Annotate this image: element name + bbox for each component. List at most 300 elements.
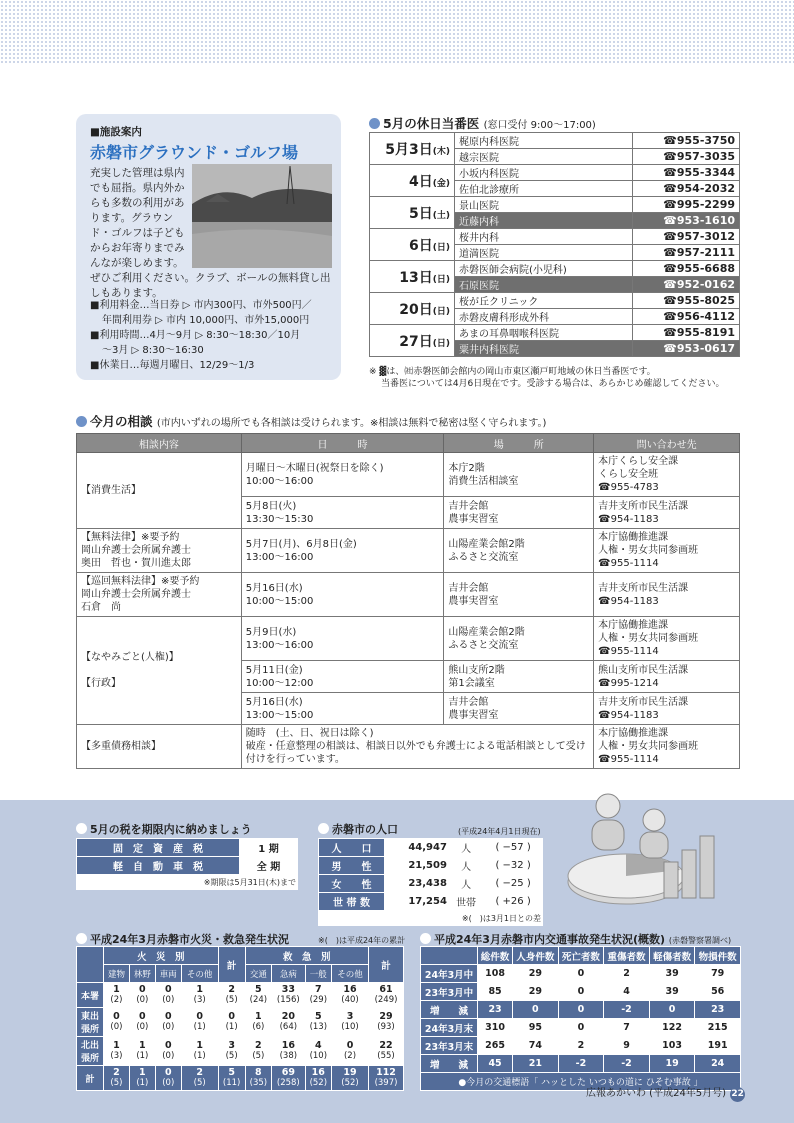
traffic-row-label: 増 減: [421, 1055, 478, 1073]
fire-cell: [245, 1037, 271, 1066]
tax-heading: [76, 821, 252, 837]
clinic-phone: ☎953-0617: [633, 341, 740, 357]
clinic-name: 粟井内科医院: [455, 341, 633, 357]
traffic-cell: 79: [695, 965, 741, 983]
traffic-cell: 23: [478, 1001, 513, 1019]
consult-contact: 吉井支所市民生活課 ☎954-1183: [594, 573, 740, 617]
clinic-name: 赤磐医師会病院(小児科): [455, 261, 633, 277]
consult-header-place: 場 所: [444, 434, 594, 453]
tax-item: 固 定 資 産 税: [77, 839, 240, 857]
clinic-phone: ☎955-8191: [633, 325, 740, 341]
fire-cell: [218, 1066, 245, 1091]
holiday-weekday: (日): [432, 338, 450, 349]
traffic-cell: 0: [513, 1001, 559, 1019]
fire-cell: [369, 1008, 404, 1037]
fire-row-label: 計: [77, 1066, 104, 1091]
fire-cell-cumulative: (397): [374, 1078, 398, 1088]
traffic-cell: 0: [558, 1019, 604, 1037]
clinic-name: 佐伯北診療所: [455, 181, 633, 197]
fire-cell-count: 4: [314, 1040, 322, 1051]
fire-cell-cumulative: (6): [252, 1022, 265, 1032]
fire-cell: [104, 1066, 130, 1091]
clinic-name: 近藤内科: [455, 213, 633, 229]
holiday-subtitle: (窓口受付 9:00〜17:00): [483, 120, 596, 131]
fire-title: 平成24年3月赤磐市火災・救急発生状況: [90, 933, 289, 946]
fire-cell-count: 0: [113, 1011, 120, 1022]
traffic-cell: 0: [558, 965, 604, 983]
traffic-cell: 310: [478, 1019, 513, 1037]
fire-cell-count: 0: [164, 1011, 172, 1022]
fire-cell-cumulative: (13): [309, 1022, 328, 1032]
fire-cell-cumulative: (24): [249, 995, 268, 1005]
clinic-phone: ☎953-1610: [633, 213, 740, 229]
clinic-name: 桜井内科: [455, 229, 633, 245]
traffic-column-header: 死亡者数: [558, 947, 604, 965]
consult-contact: 本庁くらし安全課 くらし安全班 ☎955-4783: [594, 453, 740, 497]
consult-place: 吉井会館 農事実習室: [444, 573, 594, 617]
fire-total-header: 計: [218, 947, 245, 983]
consult-date: 5月11日(金) 10:00〜12:00: [241, 661, 444, 693]
clinic-name: 赤磐皮膚科形成外科: [455, 309, 633, 325]
fire-cell: [305, 1037, 331, 1066]
traffic-row: [421, 1037, 741, 1055]
consult-place: 本庁2階 消費生活相談室: [444, 453, 594, 497]
population-unit: 人: [448, 857, 483, 875]
consult-type: 【無料法律】※要予約 岡山弁護士会所属弁護士 奥田 哲也・賀川進太郎: [77, 529, 242, 573]
consult-date: 5月16日(水) 13:00〜15:00: [241, 693, 444, 725]
traffic-cell: 122: [649, 1019, 695, 1037]
fire-cell-count: 1: [139, 1040, 146, 1051]
clinic-name: あまの耳鼻咽喉科医院: [455, 325, 633, 341]
fire-column-header: 急病: [272, 965, 305, 983]
consult-date: 5月7日(月)、6月8日(金) 13:00〜16:00: [241, 529, 444, 573]
holiday-row: [370, 293, 740, 309]
fire-cell-count: 16: [281, 1040, 295, 1051]
traffic-cell: 24: [695, 1055, 741, 1073]
fire-cell-cumulative: (5): [252, 1051, 265, 1061]
fire-cell: [245, 1066, 271, 1091]
bullet-dot-icon: [76, 416, 87, 427]
clinic-phone: ☎954-2032: [633, 181, 740, 197]
fire-cell-cumulative: (1): [136, 1051, 149, 1061]
fire-cell: [272, 1066, 305, 1091]
traffic-cell: 7: [604, 1019, 650, 1037]
fire-row-label: 東出張所: [77, 1008, 104, 1037]
traffic-cell: 39: [649, 965, 695, 983]
traffic-row: [421, 1055, 741, 1073]
fire-cell-count: 2: [228, 984, 235, 995]
holiday-date: 4日(金): [370, 165, 455, 197]
clinic-phone: ☎955-3344: [633, 165, 740, 181]
population-date: (平成24年4月1日現在): [458, 827, 541, 836]
fire-cell-cumulative: (156): [276, 995, 300, 1005]
consult-header-date: 日 時: [241, 434, 444, 453]
population-unit: 人: [448, 875, 483, 893]
fire-cell: [305, 1066, 331, 1091]
fire-cell-cumulative: (1): [136, 1078, 149, 1088]
traffic-cell: 56: [695, 983, 741, 1001]
traffic-header-row: [421, 947, 741, 965]
traffic-cell: 108: [478, 965, 513, 983]
fire-cell-cumulative: (0): [136, 1022, 149, 1032]
fire-cell-cumulative: (38): [279, 1051, 298, 1061]
fire-column-header: 林野: [129, 965, 155, 983]
fire-cell: [129, 1037, 155, 1066]
fire-cell-cumulative: (5): [193, 1078, 206, 1088]
consult-contact: 本庁協働推進課 人権・男女共同参画班 ☎955-1114: [594, 617, 740, 661]
fire-cell-count: 16: [343, 984, 357, 995]
consult-contact: 本庁協働推進課 人権・男女共同参画班 ☎955-1114: [594, 725, 740, 769]
fire-cell: [245, 1008, 271, 1037]
population-change: ( +26 ): [484, 893, 543, 911]
fire-cell-count: 7: [314, 984, 322, 995]
traffic-row: [421, 1001, 741, 1019]
fire-cell-count: 0: [139, 984, 146, 995]
fire-cell-cumulative: (52): [341, 1078, 359, 1088]
fire-cell-cumulative: (5): [225, 995, 238, 1005]
consult-date: 5月16日(水) 10:00〜15:00: [241, 573, 444, 617]
traffic-row-label: 23年3月末: [421, 1037, 478, 1055]
fire-row-label: 北出張所: [77, 1037, 104, 1066]
consult-type: 【なやみごと(人権)】 【行政】: [77, 617, 242, 725]
page-number: 22: [730, 1087, 745, 1102]
tax-period: 全 期: [240, 857, 298, 875]
fire-cell-count: 19: [343, 1067, 357, 1078]
traffic-cell: 9: [604, 1037, 650, 1055]
fire-cell-count: 20: [281, 1011, 295, 1022]
traffic-row-label: 24年3月中: [421, 965, 478, 983]
holiday-doctor-table: [369, 132, 740, 357]
traffic-cell: 95: [513, 1019, 559, 1037]
fire-cell-count: 29: [379, 1011, 393, 1022]
traffic-row-label: 23年3月中: [421, 983, 478, 1001]
holiday-date: 27日(日): [370, 325, 455, 357]
fire-column-header: 車両: [155, 965, 181, 983]
traffic-cell: 21: [513, 1055, 559, 1073]
traffic-cell: -2: [558, 1055, 604, 1073]
consult-place: 吉井会館 農事実習室: [444, 497, 594, 529]
holiday-note-1: ※ ▓は、㈳赤磐医師会館内の岡山市東区瀬戸町地域の休日当番医です。: [369, 367, 656, 377]
fee-line-1: ■利用料金…当日券 ▷ 市内300円、市外500円／: [90, 300, 312, 311]
holiday-note-2: 当番医については4月6日現在です。受診する場合は、あらかじめ確認してください。: [381, 379, 725, 389]
fire-cell-count: 1: [196, 1040, 203, 1051]
traffic-column-header: 総件数: [478, 947, 513, 965]
clinic-phone: ☎956-4112: [633, 309, 740, 325]
tax-item: 軽 自 動 車 税: [77, 857, 240, 875]
fire-cell-count: 5: [228, 1067, 235, 1078]
fire-cell-cumulative: (35): [249, 1078, 268, 1088]
traffic-cell: 4: [604, 983, 650, 1001]
fire-cell-count: 1: [139, 1067, 146, 1078]
fire-cell-cumulative: (3): [193, 995, 206, 1005]
population-heading: [318, 821, 398, 837]
population-change: ( −57 ): [484, 839, 543, 857]
fire-cell-cumulative: (29): [309, 995, 328, 1005]
holiday-row: [370, 165, 740, 181]
consult-place: 吉井会館 農事実習室: [444, 693, 594, 725]
bullet-dot-icon: [76, 933, 87, 944]
traffic-cell: 2: [604, 965, 650, 983]
fire-cell: [104, 983, 130, 1008]
closed-days: ■休業日…毎週月曜日、12/29〜1/3: [90, 360, 255, 371]
population-title: 赤磐市の人口: [332, 823, 398, 836]
fire-column-header: その他: [181, 965, 218, 983]
fire-row: [77, 1008, 404, 1037]
clinic-name: 梶原内科医院: [455, 133, 633, 149]
fire-cell-cumulative: (52): [309, 1078, 328, 1088]
fire-column-header: 建物: [104, 965, 130, 983]
consult-contact: 吉井支所市民生活課 ☎954-1183: [594, 693, 740, 725]
population-change: ( −32 ): [484, 857, 543, 875]
consult-title: 今月の相談: [90, 414, 153, 429]
population-label: 人 口: [319, 839, 385, 857]
time-line-2: 〜3月 ▷ 8:30〜16:30: [102, 345, 204, 356]
consult-date: 月曜日〜木曜日(祝祭日を除く) 10:00〜16:00: [241, 453, 444, 497]
fire-row: [77, 1066, 404, 1091]
fire-cell-cumulative: (40): [341, 995, 359, 1005]
fire-cell-cumulative: (2): [110, 995, 123, 1005]
fire-cell-cumulative: (1): [225, 1022, 238, 1032]
fire-cell-count: 16: [311, 1067, 325, 1078]
consult-type: 【多重債務相談】: [77, 725, 242, 769]
fire-cell-count: 0: [196, 1011, 203, 1022]
traffic-cell: 0: [558, 1001, 604, 1019]
fire-cell: [129, 983, 155, 1008]
fire-cell-cumulative: (55): [377, 1051, 395, 1061]
holiday-row: [370, 325, 740, 341]
population-value: 21,509: [385, 857, 449, 875]
holiday-date: 5日(土): [370, 197, 455, 229]
consult-place: 山陽産業会館2階 ふるさと交流室: [444, 617, 594, 661]
consult-heading: [76, 412, 546, 430]
population-change: ( −25 ): [484, 875, 543, 893]
fire-row: [77, 983, 404, 1008]
fire-cell: [245, 983, 271, 1008]
fire-column-header: 交通: [245, 965, 271, 983]
traffic-cell: 103: [649, 1037, 695, 1055]
fire-cell-cumulative: (64): [279, 1022, 298, 1032]
holiday-title: 5月の休日当番医: [383, 116, 480, 131]
traffic-cell: 215: [695, 1019, 741, 1037]
traffic-cell: 74: [513, 1037, 559, 1055]
holiday-row: [370, 261, 740, 277]
fire-cell-count: 22: [379, 1040, 393, 1051]
fire-column-header: その他: [332, 965, 369, 983]
fire-cell-count: 3: [346, 1011, 354, 1022]
clinic-phone: ☎955-8025: [633, 293, 740, 309]
traffic-slogan: ●今月の交通標語「 ハッとした いつもの道に ひそむ事故 」: [421, 1073, 741, 1091]
top-dot-band: [0, 0, 794, 64]
holiday-row: [370, 197, 740, 213]
consult-header-type: 相談内容: [77, 434, 242, 453]
fire-cell-cumulative: (0): [162, 1022, 175, 1032]
holiday-date: 6日(日): [370, 229, 455, 261]
clinic-name: 石原医院: [455, 277, 633, 293]
population-table: [318, 838, 543, 926]
traffic-cell: 85: [478, 983, 513, 1001]
fire-cell-count: 2: [113, 1067, 120, 1078]
fire-cell-cumulative: (258): [276, 1078, 300, 1088]
fire-cell-cumulative: (10): [341, 1022, 359, 1032]
tax-table: [76, 838, 298, 890]
traffic-cell: -2: [604, 1055, 650, 1073]
holiday-weekday: (日): [432, 242, 450, 253]
holiday-weekday: (金): [432, 178, 450, 189]
traffic-cell: -2: [604, 1001, 650, 1019]
traffic-cell: 191: [695, 1037, 741, 1055]
holiday-weekday: (土): [432, 210, 450, 221]
traffic-row-label: 24年3月末: [421, 1019, 478, 1037]
fire-cell-count: 0: [164, 1040, 172, 1051]
clinic-phone: ☎957-3035: [633, 149, 740, 165]
fire-cell: [369, 1066, 404, 1091]
population-illustration-icon: [560, 784, 730, 914]
fire-cell-count: 5: [255, 984, 262, 995]
fire-cell-count: 2: [196, 1067, 203, 1078]
facility-box: [76, 114, 341, 380]
clinic-name: 景山医院: [455, 197, 633, 213]
population-label: 女 性: [319, 875, 385, 893]
fire-cell-cumulative: (2): [343, 1051, 357, 1061]
tax-period: 1 期: [240, 839, 298, 857]
traffic-heading: [420, 931, 731, 947]
consult-date: 5月8日(火) 13:30〜15:30: [241, 497, 444, 529]
fire-cell-cumulative: (1): [193, 1051, 206, 1061]
traffic-cell: 45: [478, 1055, 513, 1073]
clinic-name: 越宗医院: [455, 149, 633, 165]
fire-cell: [369, 983, 404, 1008]
traffic-note: (赤磐警察署調べ): [668, 936, 732, 945]
fire-cell: [332, 1066, 369, 1091]
fire-ambulance-table: [76, 946, 404, 1091]
ambulance-group-header: 救 急 別: [245, 947, 368, 965]
fire-cell-count: 0: [164, 1067, 172, 1078]
traffic-column-header: 重傷者数: [604, 947, 650, 965]
fire-cell: [129, 1008, 155, 1037]
fire-cell: [155, 1008, 181, 1037]
clinic-phone: ☎995-2299: [633, 197, 740, 213]
bullet-dot-icon: [420, 933, 431, 944]
fire-cell-count: 5: [314, 1011, 322, 1022]
fire-corner: [77, 947, 104, 983]
fire-cell: [155, 1066, 181, 1091]
traffic-column-header: [421, 947, 478, 965]
fire-note: ※( )は平成24年の累計: [318, 936, 406, 945]
fire-cell-count: 0: [139, 1011, 146, 1022]
population-row: [319, 893, 543, 911]
fire-cell: [129, 1066, 155, 1091]
fire-cell-cumulative: (3): [110, 1051, 123, 1061]
traffic-cell: 265: [478, 1037, 513, 1055]
fire-cell-count: 1: [113, 1040, 120, 1051]
fire-cell: [181, 1066, 218, 1091]
fire-cell: [155, 1037, 181, 1066]
traffic-cell: 23: [695, 1001, 741, 1019]
fire-cell: [369, 1037, 404, 1066]
holiday-weekday: (日): [432, 306, 450, 317]
traffic-row: [421, 965, 741, 983]
traffic-cell: 0: [649, 1001, 695, 1019]
time-line-1: ■利用時間…4月〜9月 ▷ 8:30〜18:30／10月: [90, 330, 301, 341]
clinic-phone: ☎955-6688: [633, 261, 740, 277]
fire-group-header: 火 災 別: [104, 947, 219, 965]
population-value: 17,254: [385, 893, 449, 911]
consult-table: [76, 433, 740, 769]
fire-cell-cumulative: (5): [225, 1051, 238, 1061]
fire-cell: [104, 1008, 130, 1037]
traffic-row-label: 増 減: [421, 1001, 478, 1019]
fire-column-header: 一般: [305, 965, 331, 983]
population-row: [319, 875, 543, 893]
fire-cell-count: 61: [379, 984, 393, 995]
traffic-cell: 39: [649, 983, 695, 1001]
clinic-phone: ☎957-3012: [633, 229, 740, 245]
fire-cell-count: 2: [255, 1040, 262, 1051]
fire-cell-cumulative: (1): [193, 1022, 206, 1032]
traffic-cell: 0: [558, 983, 604, 1001]
traffic-cell: 29: [513, 983, 559, 1001]
clinic-name: 道満医院: [455, 245, 633, 261]
traffic-title: 平成24年3月赤磐市内交通事故発生状況(概数): [434, 933, 666, 946]
tax-title: 5月の税を期限内に納めましょう: [90, 823, 252, 836]
bullet-dot-icon: [369, 118, 380, 129]
fire-cell-cumulative: (249): [374, 995, 398, 1005]
fire-cell: [181, 1037, 218, 1066]
clinic-name: 桜が丘クリニック: [455, 293, 633, 309]
fire-heading: [76, 931, 289, 947]
population-unit: 世帯: [448, 893, 483, 911]
fire-cell-cumulative: (0): [162, 1078, 175, 1088]
fire-cell-count: 1: [113, 984, 120, 995]
fire-cell: [272, 1008, 305, 1037]
holiday-doctor-heading: [369, 114, 596, 132]
page-footer: [586, 1084, 745, 1102]
fire-cell-count: 0: [346, 1040, 354, 1051]
holiday-row: [370, 229, 740, 245]
facility-label: ■施設案内: [90, 126, 142, 138]
fire-cell: [218, 1037, 245, 1066]
clinic-name: 小坂内科医院: [455, 165, 633, 181]
holiday-weekday: (日): [432, 274, 450, 285]
holiday-note: [369, 366, 725, 390]
fire-cell: [332, 1008, 369, 1037]
fire-cell: [181, 983, 218, 1008]
traffic-column-header: 物損件数: [695, 947, 741, 965]
population-row: [319, 839, 543, 857]
clinic-phone: ☎955-3750: [633, 133, 740, 149]
fire-row-label: 本署: [77, 983, 104, 1008]
facility-description-text: 充実した管理は県内でも屈指。県内外からも多数の利用があります。グラウンド・ゴルフは子どもからお年寄りまでみんなが楽しめます。ぜひご利用ください。クラブ、ボールの無料貸し出しもあります。: [90, 167, 331, 299]
consult-place: 山陽産業会館2階 ふるさと交流室: [444, 529, 594, 573]
clinic-phone: ☎957-2111: [633, 245, 740, 261]
fire-cell-count: 3: [228, 1040, 235, 1051]
fire-cell-count: 69: [281, 1067, 295, 1078]
footer-text: 広報あかいわ (平成24年5月号): [586, 1088, 727, 1099]
traffic-cell: 29: [513, 965, 559, 983]
consult-subtitle: (市内いずれの場所でも各相談は受けられます。※相談は無料で秘密は堅く守られます。): [156, 418, 547, 429]
fee-line-2: 年間利用券 ▷ 市内 10,000円、市外15,000円: [102, 315, 310, 326]
tax-note: ※期限は5月31日(木)まで: [77, 875, 298, 890]
fire-cell-cumulative: (11): [222, 1078, 241, 1088]
fire-cell-cumulative: (5): [110, 1078, 123, 1088]
fire-cell: [305, 1008, 331, 1037]
consult-type: 【消費生活】: [77, 453, 242, 529]
facility-info: [90, 298, 338, 373]
population-note: ※( )は3月1日との差: [319, 911, 543, 926]
fire-cell: [305, 983, 331, 1008]
traffic-row: [421, 1019, 741, 1037]
fire-cell: [332, 983, 369, 1008]
